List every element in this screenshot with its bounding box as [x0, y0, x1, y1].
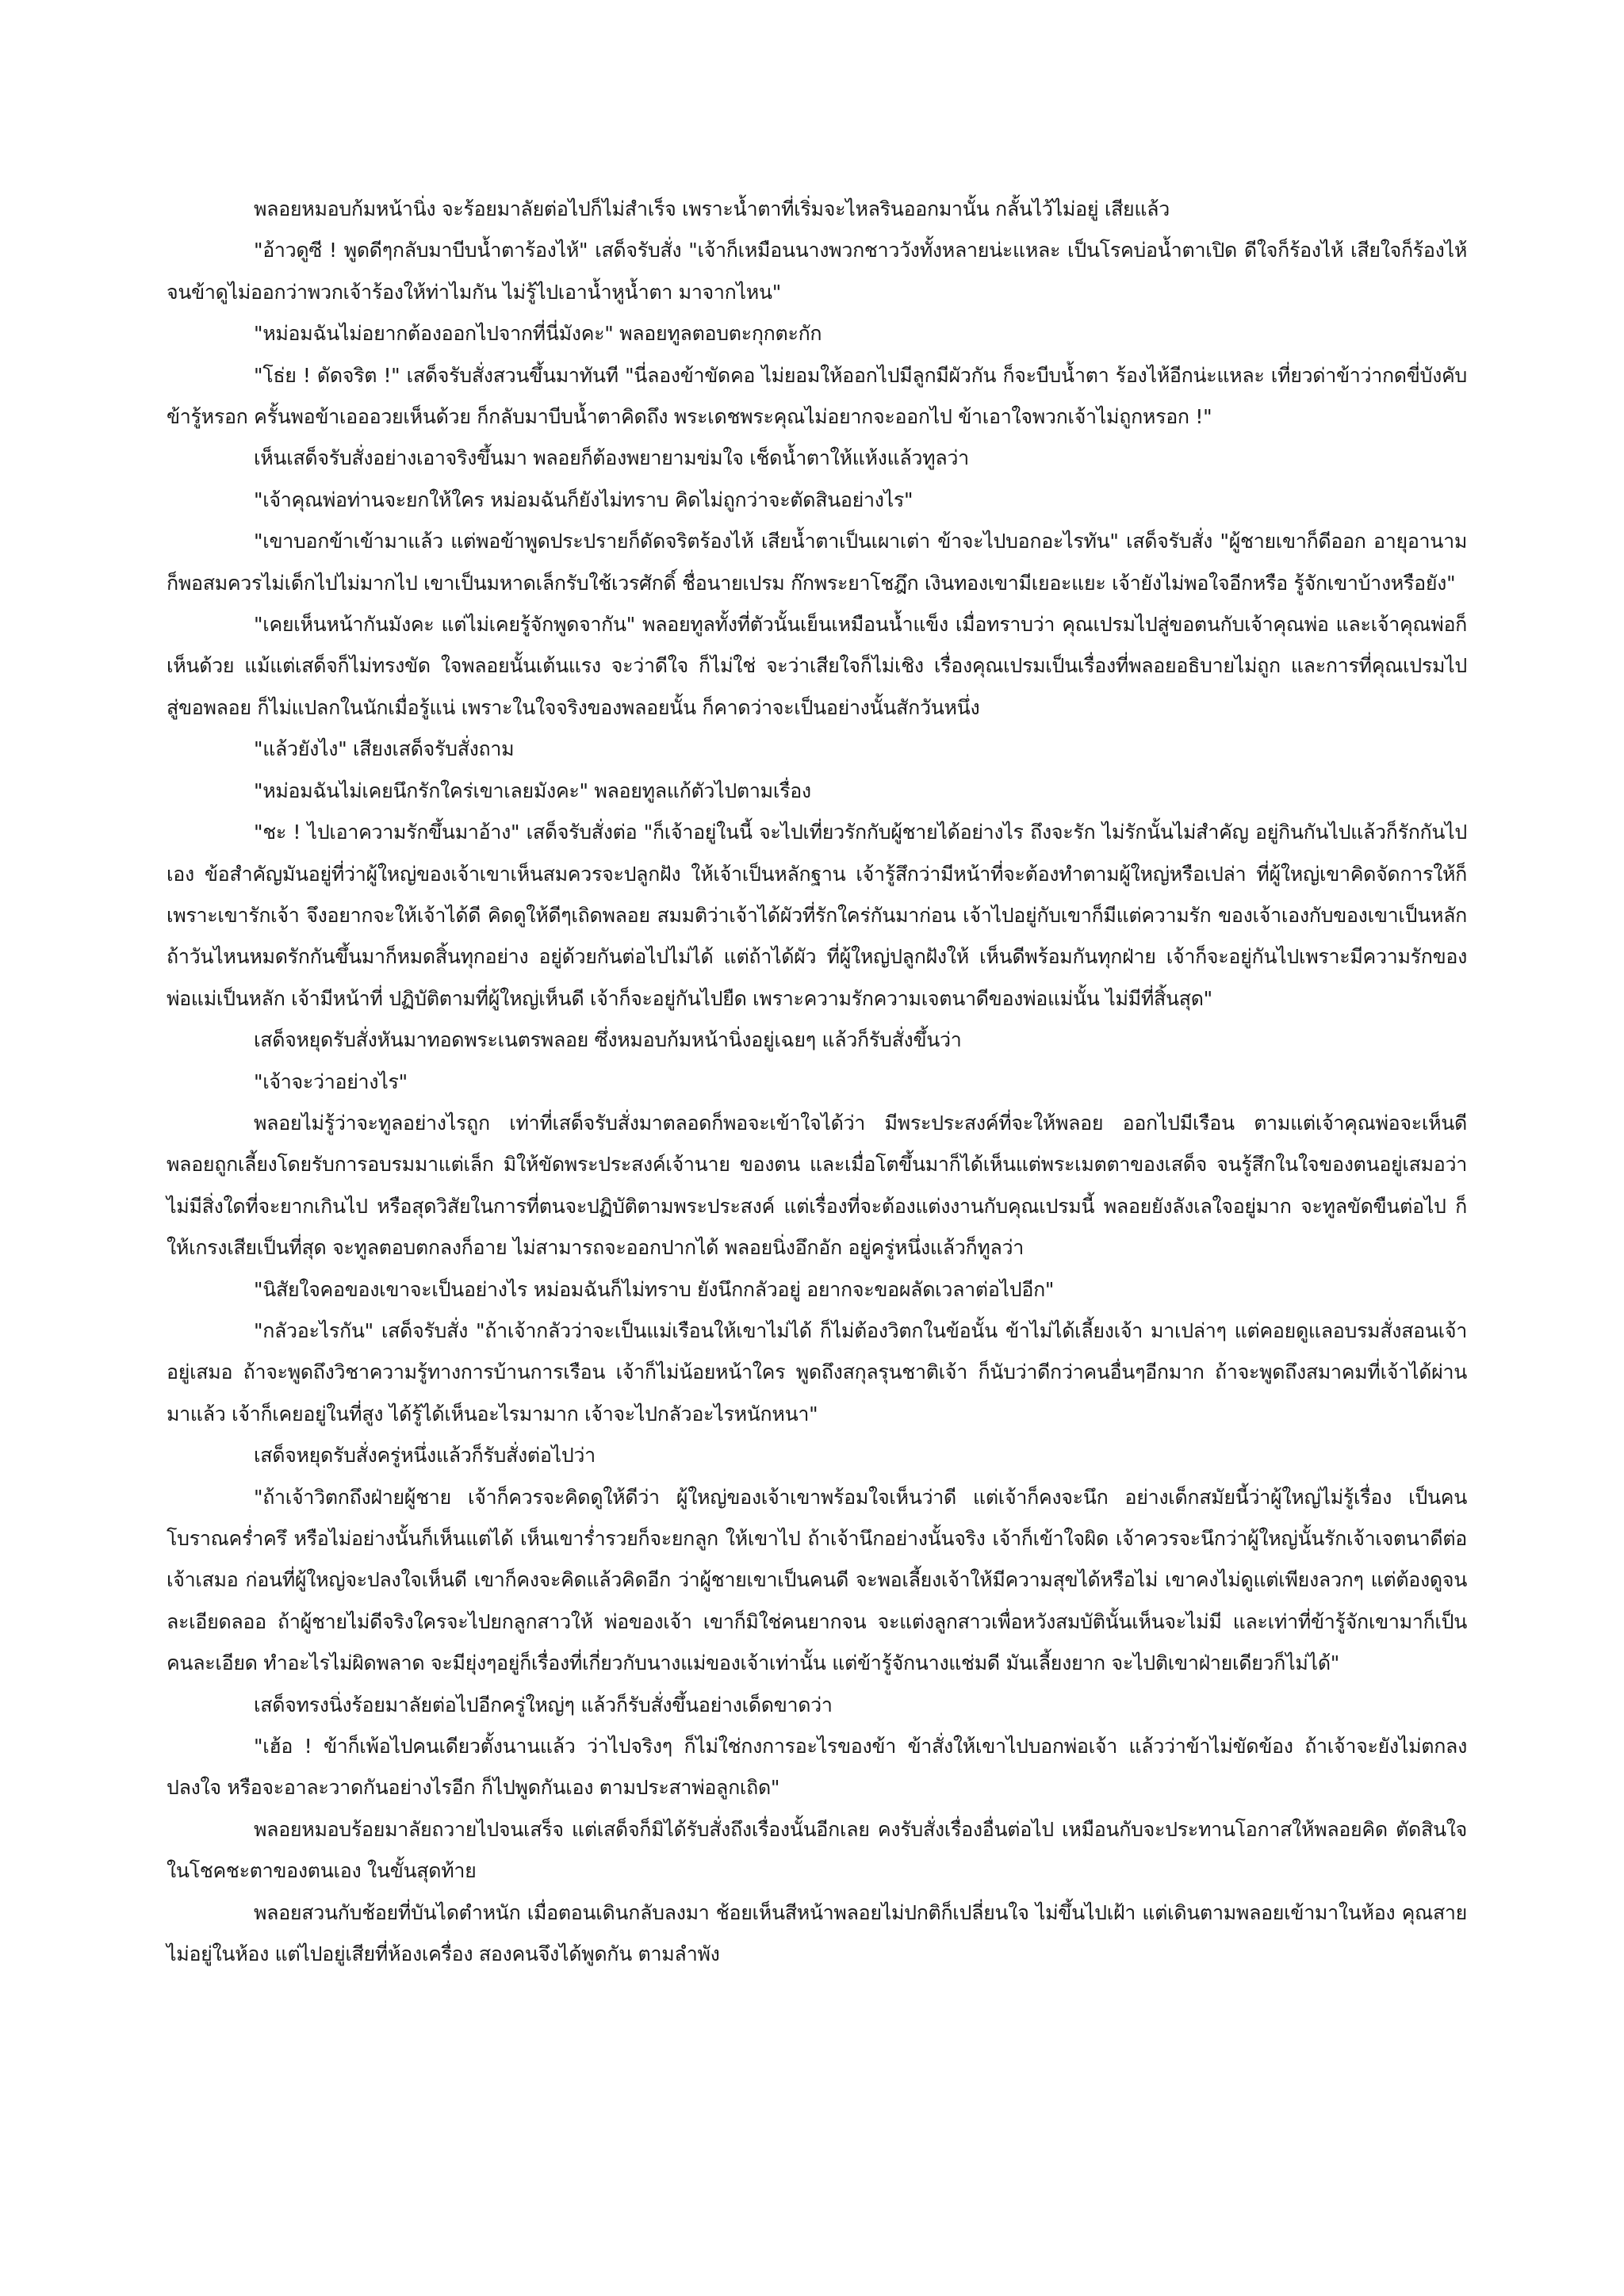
paragraph: "เจ้าคุณพ่อท่านจะยกให้ใคร หม่อมฉันก็ยังไม่ทราบ คิดไม่ถูกว่าจะตัดสินอย่างไร": [254, 488, 914, 511]
paragraph: พลอยสวนกับช้อยที่บันไดตำหนัก เมื่อตอนเดินกลับลงมา ช้อยเห็นสีหน้าพลอยไม่ปกติก็เปลี่ยนใจ ไม่ขึ้นไปเฝ้า แต่เดินตามพลอยเข้ามาในห้อง คุณสายไม่อยู่ในห้อง แต่ไปอยู่เสียที่ห้องเครื่อง สองคนจึงได้พูดกัน ตามลำพัง: [167, 1900, 1467, 1966]
text-body: [167, 189, 1467, 1975]
paragraph: "โธ่ย ! ดัดจริต !" เสด็จรับสั่งสวนขึ้นมาทันที "นี่ลองข้าขัดคอ ไม่ยอมให้ออกไปมีลูกมีผัวกัน ก็จะบีบน้ำตา ร้องไห้อีกน่ะแหละ เที่ยวด่าข้าว่ากดขี่บังคับข้ารู้หรอก ครั้นพอข้าเอออวยเห็นด้วย ก็กลับมาบีบน้ำตาคิดถึง พระเดชพระคุณไม่อยากจะออกไป ข้าเอาใจพวกเจ้าไม่ถูกหรอก !": [167, 363, 1467, 429]
paragraph: "หม่อมฉันไม่อยากต้องออกไปจากที่นี่มังคะ" พลอยทูลตอบตะกุกตะกัก: [254, 322, 822, 346]
paragraph: พลอยหมอบก้มหน้านิ่ง จะร้อยมาลัยต่อไปก็ไม่สำเร็จ เพราะน้ำตาที่เริ่มจะไหลรินออกมานั้น กลั้นไว้ไม่อยู่ เสียแล้ว: [254, 197, 1170, 220]
paragraph: "แล้วยังไง" เสียงเสด็จรับสั่งถาม: [254, 737, 515, 761]
paragraph: "อ้าวดูซี ! พูดดีๆกลับมาบีบน้ำตาร้องไห้" เสด็จรับสั่ง "เจ้าก็เหมือนนางพวกชาววังทั้งหลายน่ะแหละ เป็นโรคบ่อน้ำตาเปิด ดีใจก็ร้องไห้ เสียใจก็ร้องไห้ จนข้าดูไม่ออกว่าพวกเจ้าร้องให้ท่าไมกัน ไม่รู้ไปเอาน้ำหูน้ำตา มาจากไหน": [167, 239, 1467, 304]
paragraph: "หม่อมฉันไม่เคยนึกรักใคร่เขาเลยมังคะ" พลอยทูลแก้ตัวไปตามเรื่อง: [254, 779, 811, 802]
paragraph: พลอยหมอบร้อยมาลัยถวายไปจนเสร็จ แต่เสด็จก็มิได้รับสั่งถึงเรื่องนั้นอีกเลย คงรับสั่งเรื่องอื่นต่อไป เหมือนกับจะประทานโอกาสให้พลอยคิด ตัดสินใจในโชคชะตาของตนเอง ในขั้นสุดท้าย: [167, 1817, 1467, 1883]
paragraph: "เฮ้อ ! ข้าก็เพ้อไปคนเดียวตั้งนานแล้ว ว่าไปจริงๆ ก็ไม่ใช่กงการอะไรของข้า ข้าสั่งให้เขาไปบอกพ่อเจ้า แล้วว่าข้าไม่ขัดข้อง ถ้าเจ้าจะยังไม่ตกลงปลงใจ หรือจะอาละวาดกันอย่างไรอีก ก็ไปพูดกันเอง ตามประสาพ่อลูกเถิด": [167, 1735, 1467, 1800]
paragraph: เสด็จหยุดรับสั่งครู่หนึ่งแล้วก็รับสั่งต่อไปว่า: [254, 1444, 596, 1468]
paragraph: "ถ้าเจ้าวิตกถึงฝ่ายผู้ชาย เจ้าก็ควรจะคิดดูให้ดีว่า ผู้ใหญ่ของเจ้าเขาพร้อมใจเห็นว่าดี แต่เจ้าก็คงจะนึก อย่างเด็กสมัยนี้ว่าผู้ใหญ่ไม่รู้เรื่อง เป็นคนโบราณคร่ำครึ หรือไม่อย่างนั้นก็เห็นแต่ได้ เห็นเขาร่ำรวยก็จะยกลูก ให้เขาไป ถ้าเจ้านึกอย่างนั้นจริง เจ้าก็เข้าใจผิด เจ้าควรจะนึกว่าผู้ใหญ่นั้นรักเจ้าเจตนาดีต่อเจ้าเสมอ ก่อนที่ผู้ใหญ่จะปลงใจเห็นดี เขาก็คงจะคิดแล้วคิดอีก ว่าผู้ชายเขาเป็นคนดี จะพอเลี้ยงเจ้าให้มีความสุขได้หรือไม่ เขาคงไม่ดูแต่เพียงลวกๆ แต่ต้องดูจนละเอียดลออ ถ้าผู้ชายไม่ดีจริงใครจะไปยกลูกสาวให้ พ่อของเจ้า เขาก็มิใช่คนยากจน จะแต่งลูกสาวเพื่อหวังสมบัตินั้นเห็นจะไม่มี และเท่าที่ข้ารู้จักเขามาก็เป็นคนละเอียด ทำอะไรไม่ผิดพลาด จะมียุ่งๆอยู่ก็เรื่องที่เกี่ยวกับนางแม่ของเจ้าเท่านั้น แต่ข้ารู้จักนางแช่มดี มันเลี้ยงยาก จะไปติเขาฝ่ายเดียวก็ไม่ได้": [167, 1485, 1467, 1675]
paragraph: เสด็จทรงนิ่งร้อยมาลัยต่อไปอีกครู่ใหญ่ๆ แล้วก็รับสั่งขึ้นอย่างเด็ดขาดว่า: [254, 1693, 833, 1716]
paragraph: "กลัวอะไรกัน" เสด็จรับสั่ง "ถ้าเจ้ากลัวว่าจะเป็นแม่เรือนให้เขาไม่ได้ ก็ไม่ต้องวิตกในข้อนั้น ข้าไม่ได้เลี้ยงเจ้า มาเปล่าๆ แต่คอยดูแลอบรมสั่งสอนเจ้าอยู่เสมอ ถ้าจะพูดถึงวิชาความรู้ทางการบ้านการเรือน เจ้าก็ไม่น้อยหน้าใคร พูดถึงสกุลรุนชาติเจ้า ก็นับว่าดีกว่าคนอื่นๆอีกมาก ถ้าจะพูดถึงสมาคมที่เจ้าได้ผ่านมาแล้ว เจ้าก็เคยอยู่ในที่สูง ได้รู้ได้เห็นอะไรมามาก เจ้าจะไปกลัวอะไรหนักหนา": [167, 1318, 1467, 1425]
paragraph: "นิสัยใจคอของเขาจะเป็นอย่างไร หม่อมฉันก็ไม่ทราบ ยังนึกกลัวอยู่ อยากจะขอผลัดเวลาต่อไปอีก": [254, 1277, 1055, 1301]
paragraph: เสด็จหยุดรับสั่งหันมาทอดพระเนตรพลอย ซึ่งหมอบก้มหน้านิ่งอยู่เฉยๆ แล้วก็รับสั่งขึ้นว่า: [254, 1028, 962, 1052]
paragraph: "ชะ ! ไปเอาความรักขึ้นมาอ้าง" เสด็จรับสั่งต่อ "ก็เจ้าอยู่ในนี้ จะไปเที่ยวรักกับผู้ชายได้อย่างไร ถึงจะรัก ไม่รักนั้นไม่สำคัญ อยู่กินกันไปแล้วก็รักกันไปเอง ข้อสำคัญมันอยู่ที่ว่าผู้ใหญ่ของเจ้าเขาเห็นสมควรจะปลูกฝัง ให้เจ้าเป็นหลักฐาน เจ้ารู้สึกว่ามีหน้าที่จะต้องทำตามผู้ใหญ่หรือเปล่า ที่ผู้ใหญ่เขาคิดจัดการให้ก็เพราะเขารักเจ้า จึงอยากจะให้เจ้าได้ดี คิดดูให้ดีๆเถิดพลอย สมมติว่าเจ้าได้ผัวที่รักใคร่กันมาก่อน เจ้าไปอยู่กับเขาก็มีแต่ความรัก ของเจ้าเองกับของเขาเป็นหลัก ถ้าวันไหนหมดรักกันขึ้นมาก็หมดสิ้นทุกอย่าง อยู่ด้วยกันต่อไปไม่ได้ แต่ถ้าได้ผัว ที่ผู้ใหญ่ปลูกฝังให้ เห็นดีพร้อมกันทุกฝ่าย เจ้าก็จะอยู่กันไปเพราะมีความรักของพ่อแม่เป็นหลัก เจ้ามีหน้าที่ ปฏิบัติตามที่ผู้ใหญ่เห็นดี เจ้าก็จะอยู่กันไปยืด เพราะความรักความเจตนาดีของพ่อแม่นั้น ไม่มีที่สิ้นสุด": [167, 821, 1467, 1010]
paragraph: เห็นเสด็จรับสั่งอย่างเอาจริงขึ้นมา พลอยก็ต้องพยายามข่มใจ เช็ดน้ำตาให้แห้งแล้วทูลว่า: [254, 446, 969, 470]
paragraph: "เคยเห็นหน้ากันมังคะ แต่ไม่เคยรู้จักพูดจากัน" พลอยทูลทั้งที่ตัวนั้นเย็นเหมือนน้ำแข็ง เมื่อทราบว่า คุณเปรมไปสู่ขอตนกับเจ้าคุณพ่อ และเจ้าคุณพ่อก็เห็นด้วย แม้แต่เสด็จก็ไม่ทรงขัด ใจพลอยนั้นเต้นแรง จะว่าดีใจ ก็ไม่ใช่ จะว่าเสียใจก็ไม่เชิง เรื่องคุณเปรมเป็นเรื่องที่พลอยอธิบายไม่ถูก และการที่คุณเปรมไปสู่ขอพลอย ก็ไม่แปลกในนักเมื่อรู้แน่ เพราะในใจจริงของพลอยนั้น ก็คาดว่าจะเป็นอย่างนั้นสักวันหนึ่ง: [167, 613, 1467, 719]
paragraph: พลอยไม่รู้ว่าจะทูลอย่างไรถูก เท่าที่เสด็จรับสั่งมาตลอดก็พอจะเข้าใจได้ว่า มีพระประสงค์ที่จะให้พลอย ออกไปมีเรือน ตามแต่เจ้าคุณพ่อจะเห็นดี พลอยถูกเลี้ยงโดยรับการอบรมมาแต่เล็ก มิให้ขัดพระประสงค์เจ้านาย ของตน และเมื่อโตขึ้นมาก็ได้เห็นแต่พระเมตตาของเสด็จ จนรู้สึกในใจของตนอยู่เสมอว่า ไม่มีสิ่งใดที่จะยากเกินไป หรือสุดวิสัยในการที่ตนจะปฏิบัติตามพระประสงค์ แต่เรื่องที่จะต้องแต่งงานกับคุณเปรมนี้ พลอยยังลังเลใจอยู่มาก จะทูลขัดขืนต่อไป ก็ให้เกรงเสียเป็นที่สุด จะทูลตอบตกลงก็อาย ไม่สามารถจะออกปากได้ พลอยนิ่งอึกอัก อยู่ครู่หนึ่งแล้วก็ทูลว่า: [167, 1111, 1467, 1260]
paragraph: "เจ้าจะว่าอย่างไร": [254, 1070, 408, 1093]
paragraph: "เขาบอกข้าเข้ามาแล้ว แต่พอข้าพูดประปรายก็ดัดจริตร้องไห้ เสียน้ำตาเป็นเผาเต่า ข้าจะไปบอกอะไรทัน" เสด็จรับสั่ง "ผู้ชายเขาก็ดีออก อายุอานามก็พอสมควรไม่เด็กไปไม่มากไป เขาเป็นมหาดเล็กรับใช้เวรศักดิ์ ชื่อนายเปรม ก๊กพระยาโชฎึก เงินทองเขามีเยอะแยะ เจ้ายังไม่พอใจอีกหรือ รู้จักเขาบ้างหรือยัง": [167, 530, 1467, 595]
